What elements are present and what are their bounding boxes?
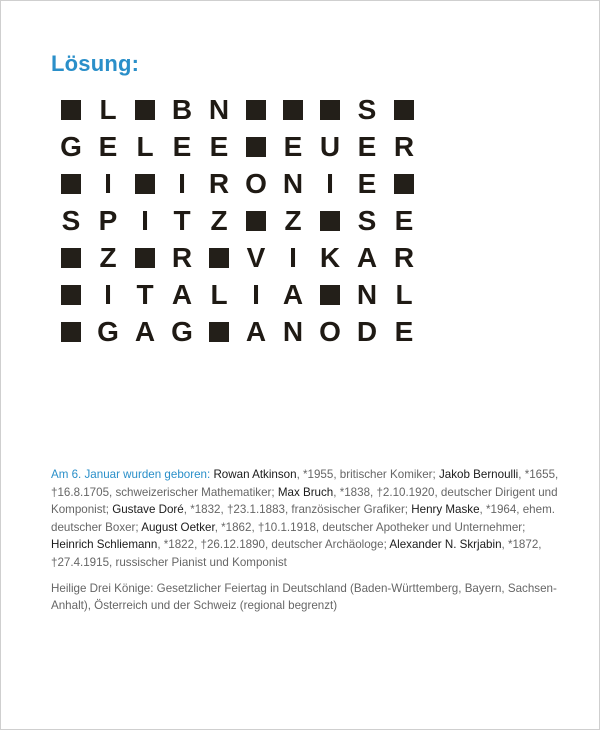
grid-letter: B (171, 94, 193, 125)
black-square (57, 170, 85, 198)
crossword-solution-grid (57, 96, 427, 346)
grid-letter: K (319, 242, 341, 273)
grid-letter: E (394, 316, 414, 347)
holiday-note: Heilige Drei Könige: Gesetzlicher Feiertag in Deutschland (Baden-Württemberg, Bayern, Sachsen-Anhalt), Österreich und der Schweiz (regional begrenzt) (51, 581, 557, 613)
person-detail: , *1832, †23.1.1883, französischer Grafiker; (183, 503, 412, 517)
grid-letter: D (356, 316, 378, 347)
person-name: Max Bruch (277, 485, 334, 499)
grid-letter: A (134, 316, 156, 347)
person-name: Rowan Atkinson (213, 468, 297, 481)
person-detail: , *1964, ehem. deutscher Boxer; (51, 503, 555, 534)
grid-letter: L (395, 279, 413, 310)
grid-letter: I (252, 279, 260, 310)
grid-letter: S (357, 205, 377, 236)
grid-letter: E (357, 168, 377, 199)
black-square (57, 281, 85, 309)
black-square (316, 96, 344, 124)
person-detail: , *1955, britischer Komiker; (296, 468, 439, 481)
black-square (57, 96, 85, 124)
black-square (242, 207, 270, 235)
grid-letter: E (172, 131, 192, 162)
black-square (316, 281, 344, 309)
grid-letter: U (319, 131, 341, 162)
grid-letter: I (289, 242, 297, 273)
birthday-entries (51, 468, 558, 569)
grid-letter: N (282, 316, 304, 347)
birthdays-section (51, 466, 566, 615)
grid-letter: A (245, 316, 267, 347)
person-name: Alexander N. Skrjabin (389, 538, 502, 552)
person-name: Heinrich Schliemann (51, 538, 158, 552)
black-square (57, 244, 85, 272)
grid-letter: G (60, 131, 82, 162)
grid-letter: A (282, 279, 304, 310)
grid-letter: L (210, 279, 228, 310)
person-detail: , *1862, †10.1.1918, deutscher Apotheker und Unternehmer; (214, 520, 526, 534)
black-square (316, 207, 344, 235)
black-square (205, 318, 233, 346)
grid-letter: N (356, 279, 378, 310)
grid-letter: R (208, 168, 230, 199)
person-detail: , *1872, †27.4.1915, russischer Pianist und Komponist (51, 538, 542, 569)
person-name: Jakob Bernoulli (438, 468, 519, 481)
grid-letter: S (357, 94, 377, 125)
person-detail: , *1822, †26.12.1890, deutscher Archäologe; (157, 538, 390, 552)
black-square (131, 170, 159, 198)
grid-letter: V (246, 242, 266, 273)
grid-letter: Z (210, 205, 228, 236)
grid-letter: R (393, 242, 415, 273)
grid-letter: I (141, 205, 149, 236)
grid-letter: R (393, 131, 415, 162)
birthdays-lead: Am 6. Januar wurden geboren: (51, 468, 211, 481)
grid-letter: L (136, 131, 154, 162)
grid-letter: E (98, 131, 118, 162)
grid-letter: E (209, 131, 229, 162)
grid-letter: S (61, 205, 81, 236)
grid-letter: N (208, 94, 230, 125)
grid-letter: I (104, 279, 112, 310)
grid-letter: Z (99, 242, 117, 273)
birthdays-paragraph (51, 466, 566, 572)
grid-letter: E (283, 131, 303, 162)
person-detail: , *1655, †16.8.1705, schweizerischer Mathematiker; (51, 468, 559, 499)
solution-heading: Lösung: (51, 51, 140, 76)
black-square (279, 96, 307, 124)
grid-letter: T (173, 205, 191, 236)
black-square (57, 318, 85, 346)
grid-letter: A (171, 279, 193, 310)
grid-letter: Z (284, 205, 302, 236)
black-square (242, 96, 270, 124)
grid-letter: I (178, 168, 186, 199)
grid-letter: O (245, 168, 267, 199)
grid-letter: A (356, 242, 378, 273)
black-square (390, 96, 418, 124)
grid-letter: P (98, 205, 118, 236)
grid-letter: I (104, 168, 112, 199)
grid-letter: O (319, 316, 341, 347)
grid-letter: L (99, 94, 117, 125)
black-square (205, 244, 233, 272)
grid-letter: T (136, 279, 154, 310)
grid-letter: G (97, 316, 119, 347)
grid-letter: I (326, 168, 334, 199)
person-detail: , *1838, †2.10.1920, deutscher Dirigent und Komponist; (51, 485, 558, 517)
black-square (242, 133, 270, 161)
grid-letter: R (171, 242, 193, 273)
black-square (131, 96, 159, 124)
person-name: Henry Maske (411, 503, 480, 517)
person-name: August Oetker (141, 520, 215, 534)
grid-letter: E (394, 205, 414, 236)
person-name: Gustave Doré (112, 503, 184, 517)
black-square (390, 170, 418, 198)
black-square (131, 244, 159, 272)
grid-letter: G (171, 316, 193, 347)
grid-letter: E (357, 131, 377, 162)
grid-letter: N (282, 168, 304, 199)
